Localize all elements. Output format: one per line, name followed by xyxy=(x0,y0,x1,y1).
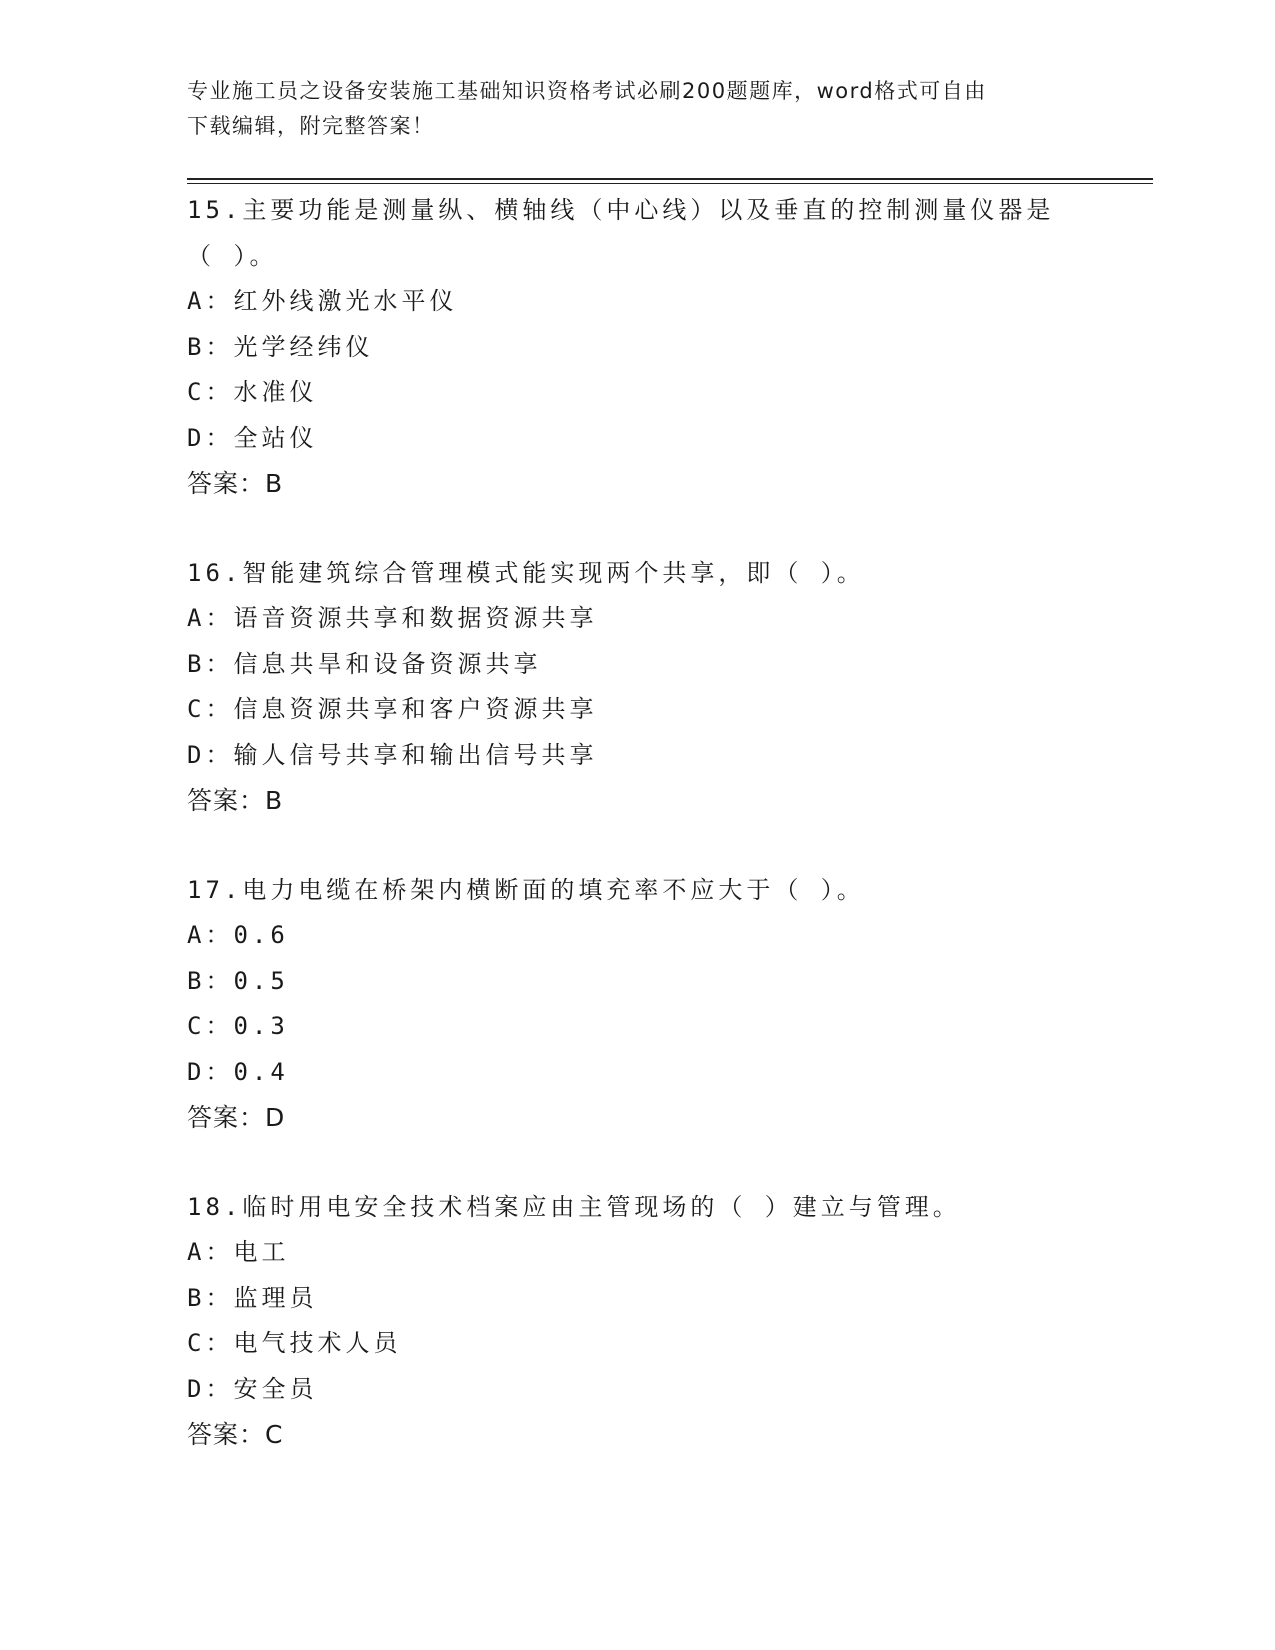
option-c: C：信息资源共享和客户资源共享 xyxy=(187,695,598,723)
question-18 xyxy=(187,1185,1087,1458)
option-c: C：0.3 xyxy=(187,1012,289,1040)
option-b: B：0.5 xyxy=(187,966,289,995)
option-d: D：0.4 xyxy=(187,1057,289,1086)
question-stem-line: （ ）。 xyxy=(187,241,278,270)
document-header xyxy=(187,74,1087,144)
question-stem: 16.智能建筑综合管理模式能实现两个共享，即（ ）。 xyxy=(187,558,865,587)
option-d: D：输人信号共享和输出信号共享 xyxy=(187,740,598,769)
question-stem: 17.电力电缆在桥架内横断面的填充率不应大于（ ）。 xyxy=(187,875,865,904)
question-stem: 18.临时用电安全技术档案应由主管现场的（ ）建立与管理。 xyxy=(187,1192,961,1221)
question-17 xyxy=(187,868,1087,1141)
question-list xyxy=(187,188,1087,1458)
option-a: A：0.6 xyxy=(187,921,289,949)
question-stem xyxy=(187,188,1087,279)
option-d: D：安全员 xyxy=(187,1374,318,1403)
question-15 xyxy=(187,188,1087,507)
answer: 答案：B xyxy=(187,469,284,498)
header-line-2: 下载编辑，附完整答案！ xyxy=(187,114,435,138)
question-spacer xyxy=(187,1141,1087,1185)
answer: 答案：D xyxy=(187,1103,286,1132)
question-spacer xyxy=(187,507,1087,551)
question-spacer xyxy=(187,824,1087,868)
question-stem-line: 15.主要功能是测量纵、横轴线（中心线）以及垂直的控制测量仪器是 xyxy=(187,196,1055,224)
option-b: B：监理员 xyxy=(187,1283,318,1312)
option-a: A：电工 xyxy=(187,1238,290,1266)
option-c: C：水准仪 xyxy=(187,378,318,406)
option-b: B：信息共旱和设备资源共享 xyxy=(187,649,542,678)
option-d: D：全站仪 xyxy=(187,423,318,452)
header-divider-thin xyxy=(187,183,1153,184)
header-line-1: 专业施工员之设备安装施工基础知识资格考试必刷200题题库，word格式可自由 xyxy=(187,79,987,103)
question-16 xyxy=(187,551,1087,824)
option-a: A：语音资源共享和数据资源共享 xyxy=(187,604,598,632)
option-c: C：电气技术人员 xyxy=(187,1329,402,1357)
answer: 答案：C xyxy=(187,1420,284,1449)
option-b: B：光学经纬仪 xyxy=(187,332,374,361)
option-a: A：红外线激光水平仪 xyxy=(187,287,458,315)
header-divider-thick xyxy=(187,178,1153,180)
answer: 答案：B xyxy=(187,786,284,815)
